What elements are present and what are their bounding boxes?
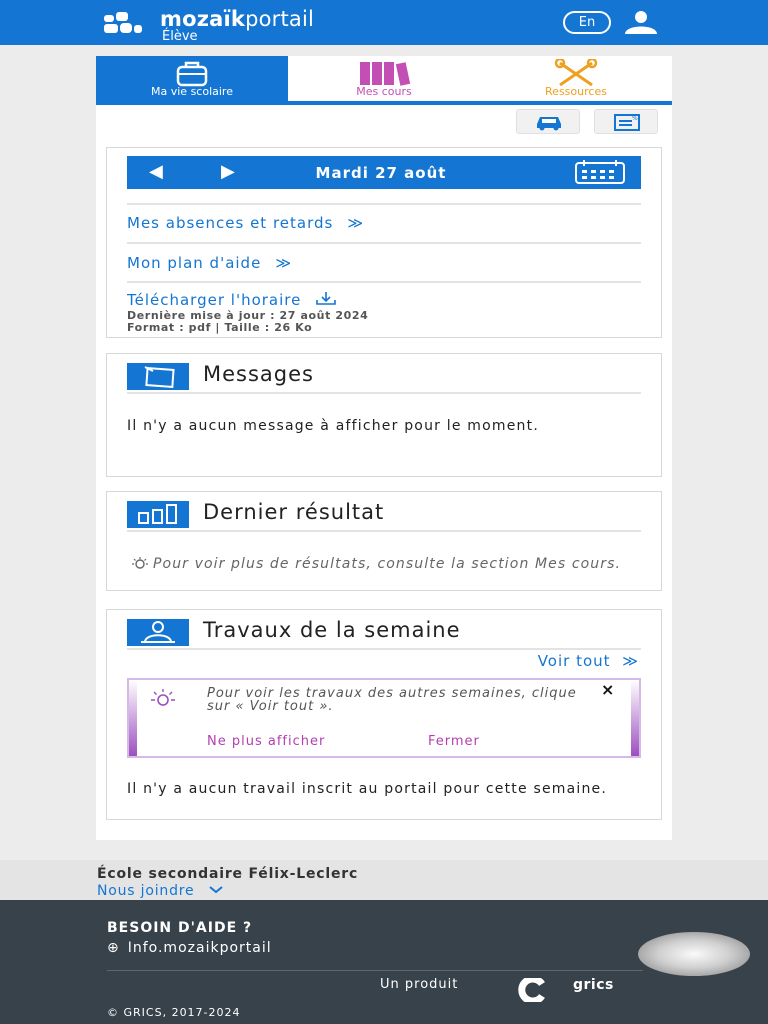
user-role: Élève xyxy=(162,29,198,44)
help-plan-link[interactable]: Mon plan d'aide ≫ xyxy=(127,254,293,272)
schedule-card xyxy=(106,147,662,338)
tab-label: Ma vie scolaire xyxy=(151,85,233,98)
lightbulb-icon xyxy=(127,556,153,570)
billing-button[interactable] xyxy=(594,109,658,134)
tab-mes-cours[interactable] xyxy=(288,56,480,105)
divider xyxy=(127,203,641,205)
current-date: Mardi 27 août xyxy=(315,164,447,182)
svg-text:%: % xyxy=(632,115,638,122)
globe-icon: ⊕ xyxy=(107,940,120,956)
divider xyxy=(127,242,641,244)
messages-empty-text: Il n'y a aucun message à afficher pour le moment. xyxy=(127,418,539,434)
tab-label: Mes cours xyxy=(356,85,412,98)
absences-link[interactable]: Mes absences et retards ≫ xyxy=(127,214,365,232)
product-label: Un produit xyxy=(380,977,459,992)
grics-logo-icon xyxy=(512,978,556,1002)
bill-icon xyxy=(612,113,642,131)
triangle-left-icon[interactable]: ◀ xyxy=(149,161,163,182)
floating-button[interactable] xyxy=(638,932,750,976)
lightbulb-icon xyxy=(147,688,179,708)
help-title: BESOIN D'AIDE ? xyxy=(107,920,253,936)
results-tip: Pour voir plus de résultats, consulte la section Mes cours. xyxy=(127,556,641,572)
briefcase-icon xyxy=(162,59,222,87)
results-header xyxy=(127,498,641,532)
work-empty-text: Il n'y a aucun travail inscrit au portail pour cette semaine. xyxy=(127,781,607,797)
close-icon[interactable]: × xyxy=(601,680,615,699)
brand-name[interactable]: mozaïkportail xyxy=(160,7,315,31)
results-card xyxy=(106,491,662,591)
footer xyxy=(0,900,768,1024)
main-panel xyxy=(96,56,672,840)
car-icon xyxy=(534,113,564,131)
message-board-icon xyxy=(127,363,189,390)
file-format: Format : pdf | Taille : 26 Ko xyxy=(127,321,313,334)
info-notice xyxy=(127,678,641,758)
teacher-icon xyxy=(127,619,189,646)
books-icon xyxy=(354,59,414,87)
tab-label: Ressources xyxy=(545,85,607,98)
chevron-right-icon: ≫ xyxy=(347,214,365,232)
school-name: École secondaire Félix-Leclerc xyxy=(97,866,359,882)
close-notice-link[interactable]: Fermer xyxy=(428,734,480,749)
language-button[interactable]: En xyxy=(563,11,611,34)
notice-stripe xyxy=(631,680,639,756)
see-all-link[interactable]: Voir tout ≫ xyxy=(537,652,639,670)
date-navigator xyxy=(127,156,641,189)
calendar-icon[interactable] xyxy=(574,160,626,184)
chevron-right-icon: ≫ xyxy=(275,254,293,272)
contact-link[interactable]: Nous joindre xyxy=(97,883,226,899)
mozaik-logo-icon[interactable] xyxy=(102,11,152,35)
work-title: Travaux de la semaine xyxy=(203,618,461,642)
messages-header xyxy=(127,360,641,394)
top-bar xyxy=(0,0,768,45)
results-title: Dernier résultat xyxy=(203,500,385,524)
footer-divider xyxy=(107,970,643,971)
triangle-right-icon[interactable]: ▶ xyxy=(221,161,235,182)
messages-card xyxy=(106,353,662,477)
work-header xyxy=(127,616,641,650)
tab-ressources[interactable] xyxy=(480,56,672,105)
transport-button[interactable] xyxy=(516,109,580,134)
divider xyxy=(127,281,641,283)
bar-chart-icon xyxy=(127,501,189,528)
hide-notice-link[interactable]: Ne plus afficher xyxy=(207,734,326,749)
notice-text: Pour voir les travaux des autres semaines, clique sur « Voir tout ». xyxy=(207,686,577,714)
company-name: grics xyxy=(573,977,614,993)
school-strip xyxy=(0,860,768,900)
notice-stripe xyxy=(129,680,137,756)
last-update: Dernière mise à jour : 27 août 2024 xyxy=(127,309,369,322)
chevron-right-icon: ≫ xyxy=(622,652,639,670)
copyright: © GRICS, 2017-2024 xyxy=(107,1006,241,1019)
messages-title: Messages xyxy=(203,362,314,386)
tab-ma-vie-scolaire[interactable] xyxy=(96,56,288,105)
help-link[interactable]: ⊕ Info.mozaikportail xyxy=(107,940,272,956)
tools-icon xyxy=(546,59,606,87)
download-schedule-link[interactable]: Télécharger l'horaire xyxy=(127,291,339,309)
chevron-down-icon xyxy=(206,885,226,895)
main-tabs xyxy=(96,56,672,105)
user-icon[interactable] xyxy=(620,10,662,34)
download-icon xyxy=(313,291,339,305)
weekly-work-card xyxy=(106,609,662,820)
